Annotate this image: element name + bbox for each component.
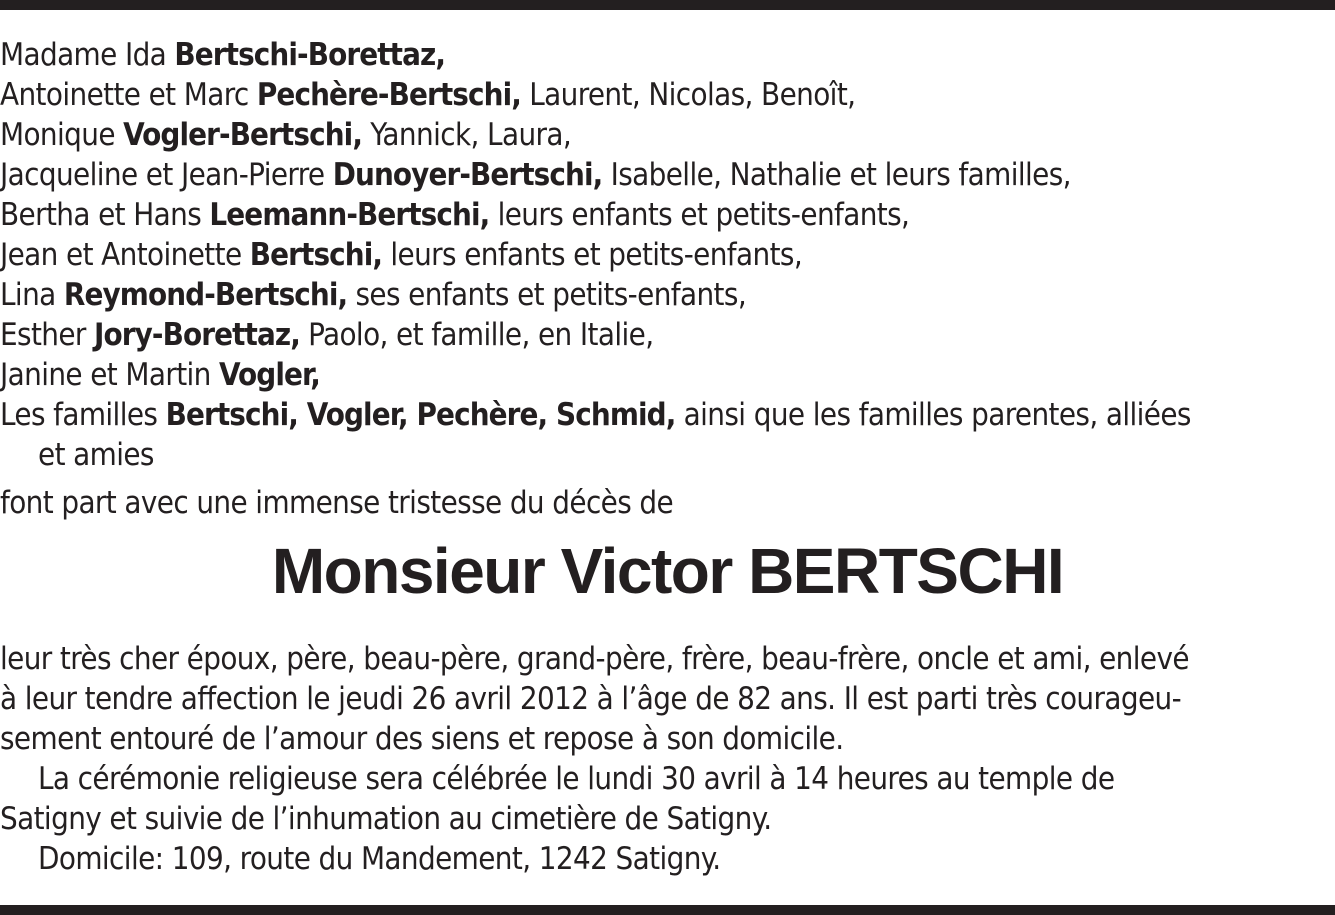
family-line-text: Paolo, et famille, en Italie, [299,317,654,353]
deceased-name: Monsieur Victor BERTSCHI [271,535,1064,607]
domicile-line: Domicile: 109, route du Mandement, 1242 Satigny. [38,841,721,877]
family-line-text: ainsi que les familles parentes, alliées [675,397,1191,433]
family-line [0,395,1335,435]
family-line-text: Esther [0,317,95,353]
family-line-text: Bertha et Hans [0,197,210,233]
family-name-bold: Leemann-Bertschi, [209,197,490,233]
family-line-text: Lina [0,277,64,313]
family-name-bold: Reymond-Bertschi, [63,277,348,313]
family-line [0,235,1335,275]
family-line [0,35,1335,75]
family-name-bold: Vogler-Bertschi, [123,117,363,153]
family-line-text: Les familles [0,397,166,433]
family-line [0,155,1335,195]
ceremony-paragraph [0,759,1335,839]
family-line-text: leurs enfants et petits-enfants, [489,197,910,233]
family-name-bold: Pechère-Bertschi, [256,77,521,113]
family-line [0,75,1335,115]
family-line-text: Laurent, Nicolas, Benoît, [520,77,856,113]
family-line-text: Jacqueline et Jean-Pierre [0,157,333,193]
family-line-text: Jean et Antoinette [0,237,250,273]
body-line: leur très cher époux, père, beau-père, grand-père, frère, beau-frère, oncle et ami, enlevé [0,641,1189,677]
family-line [0,275,1335,315]
body-line: sement entouré de l’amour des siens et repose à son domicile. [0,721,844,757]
announcement-text: font part avec une immense tristesse du décès de [0,485,674,521]
family-line [0,195,1335,235]
family-line-text: Isabelle, Nathalie et leurs familles, [602,157,1071,193]
family-line-text: Antoinette et Marc [0,77,257,113]
family-name-bold: Bertschi, Vogler, Pechère, Schmid, [165,397,676,433]
family-line-text: leurs enfants et petits-enfants, [382,237,803,273]
obituary-notice [0,35,1335,879]
family-line [0,315,1335,355]
family-line [0,355,1335,395]
family-line-text: Yannick, Laura, [362,117,572,153]
family-line-text: Monique [0,117,124,153]
bottom-border-rule [0,905,1335,915]
family-line-text: Janine et Martin [0,357,220,393]
ceremony-line: Satigny et suivie de l’inhumation au cimetière de Satigny. [0,801,772,837]
ceremony-line: La cérémonie religieuse sera célébrée le lundi 30 avril à 14 heures au temple de [38,761,1115,797]
family-name-bold: Bertschi, [249,237,383,273]
family-name-bold: Bertschi-Borettaz, [174,37,446,73]
family-name-bold: Jory-Borettaz, [94,317,300,353]
body-line: à leur tendre affection le jeudi 26 avril 2012 à l’âge de 82 ans. Il est parti très courageu- [0,681,1182,717]
family-line-text: ses enfants et petits-enfants, [347,277,747,313]
family-line-text: Madame Ida [0,37,175,73]
body-paragraph [0,639,1335,759]
top-border-rule [0,0,1335,10]
family-line [0,115,1335,155]
family-name-bold: Dunoyer-Bertschi, [332,157,603,193]
family-continuation: et amies [38,437,154,473]
family-name-bold: Vogler, [219,357,321,393]
